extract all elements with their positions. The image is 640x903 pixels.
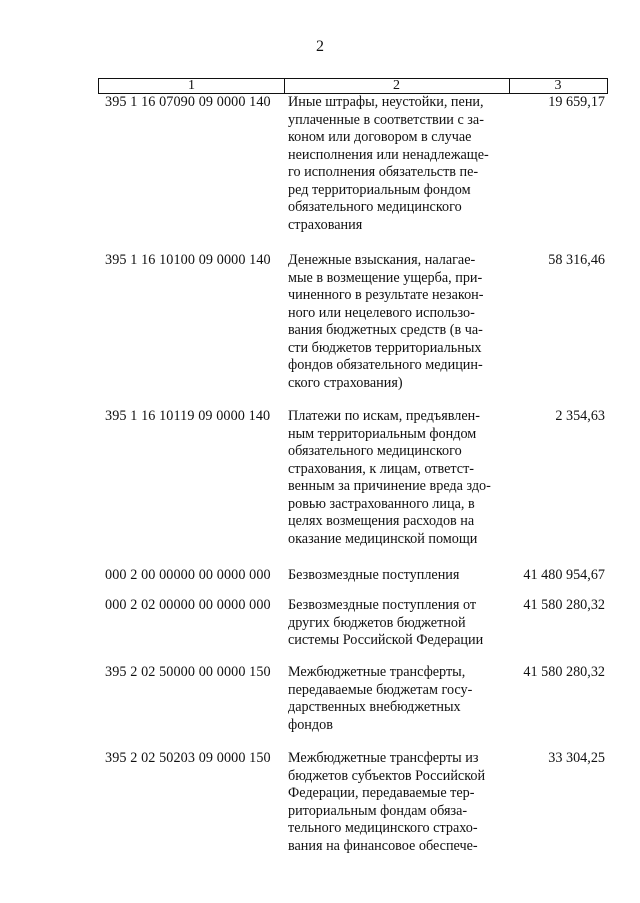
income-name-line: бюджетов субъектов Российской [288, 767, 486, 784]
amount: 41 580 280,32 [523, 597, 605, 613]
income-name-line: вания бюджетных средств (в ча- [288, 322, 483, 338]
income-name-line: страхования, к лицам, ответст- [288, 460, 475, 477]
income-name-line: риториальным фондам обяза- [288, 802, 468, 819]
income-name-line: неисполнения или ненадлежаще- [288, 146, 489, 163]
income-name-line: системы Российской Федерации [288, 632, 484, 648]
income-name-line: Межбюджетные трансферты, [288, 664, 466, 680]
income-name-line: Безвозмездные поступления [288, 567, 460, 583]
amount: 2 354,63 [555, 408, 605, 424]
income-name-line: чиненного в результате незакон- [288, 287, 484, 303]
budget-code: 395 2 02 50203 09 0000 150 [105, 750, 271, 766]
budget-code: 395 1 16 07090 09 0000 140 [105, 94, 271, 110]
budget-code: 395 1 16 10119 09 0000 140 [105, 408, 271, 424]
column-header-2: 2 [284, 79, 510, 93]
income-name-line: фондов [288, 716, 333, 733]
income-name-line: Межбюджетные трансферты из [288, 750, 479, 766]
income-name [288, 664, 504, 734]
income-name [288, 750, 504, 855]
income-name-line: дарственных внебюджетных [288, 699, 461, 715]
table-header [98, 78, 608, 94]
budget-code: 000 2 00 00000 00 0000 000 [105, 567, 271, 583]
income-name-line: обязательного медицинского [288, 443, 462, 459]
income-name-line: ред территориальным фондом [288, 181, 471, 198]
income-name-line: го исполнения обязательств пе- [288, 164, 479, 180]
income-name-line: передаваемые бюджетам госу- [288, 681, 473, 698]
income-name-line: ным территориальным фондом [288, 425, 477, 442]
budget-code: 395 2 02 50000 00 0000 150 [105, 664, 271, 680]
income-name-line: ского страхования) [288, 374, 403, 391]
income-name-line: обязательного медицинского [288, 199, 462, 215]
budget-code: 000 2 02 00000 00 0000 000 [105, 597, 271, 613]
income-name-line: ровью застрахованного лица, в [288, 495, 475, 512]
income-name-line: коном или договором в случае [288, 129, 472, 145]
budget-code: 395 1 16 10100 09 0000 140 [105, 252, 271, 268]
column-header-3: 3 [554, 78, 562, 93]
income-name-line: страхования [288, 216, 363, 233]
income-name-line: оказание медицинской помощи [288, 530, 478, 547]
income-name [288, 408, 504, 548]
income-name-line: Иные штрафы, неустойки, пени, [288, 94, 484, 110]
income-name-line: других бюджетов бюджетной [288, 614, 466, 631]
income-name [288, 567, 504, 585]
income-name-line: Безвозмездные поступления от [288, 597, 477, 613]
income-name-line: Федерации, передаваемые тер- [288, 785, 475, 801]
income-name-line: вания на финансовое обеспече- [288, 837, 478, 854]
income-name-line: фондов обязательного медицин- [288, 357, 483, 373]
amount: 19 659,17 [548, 94, 605, 110]
income-name-line: Денежные взыскания, налагае- [288, 252, 476, 268]
amount: 41 580 280,32 [523, 664, 605, 680]
income-name-line: целях возмещения расходов на [288, 513, 475, 529]
income-name-line: ного или нецелевого использо- [288, 304, 475, 321]
income-name-line: венным за причинение вреда здо- [288, 478, 491, 494]
amount: 33 304,25 [548, 750, 605, 766]
income-name [288, 252, 504, 392]
income-name-line: сти бюджетов территориальных [288, 339, 482, 356]
income-name-line: тельного медицинского страхо- [288, 820, 478, 836]
income-name-line: Платежи по искам, предъявлен- [288, 408, 480, 424]
income-name-line: мые в возмещение ущерба, при- [288, 269, 483, 286]
income-name [288, 94, 504, 234]
column-header-1: 1 [99, 79, 285, 93]
amount: 41 480 954,67 [523, 567, 605, 583]
income-name [288, 597, 504, 650]
income-name-line: уплаченные в соответствии с за- [288, 111, 484, 128]
page-number: 2 [316, 38, 324, 55]
amount: 58 316,46 [548, 252, 605, 268]
